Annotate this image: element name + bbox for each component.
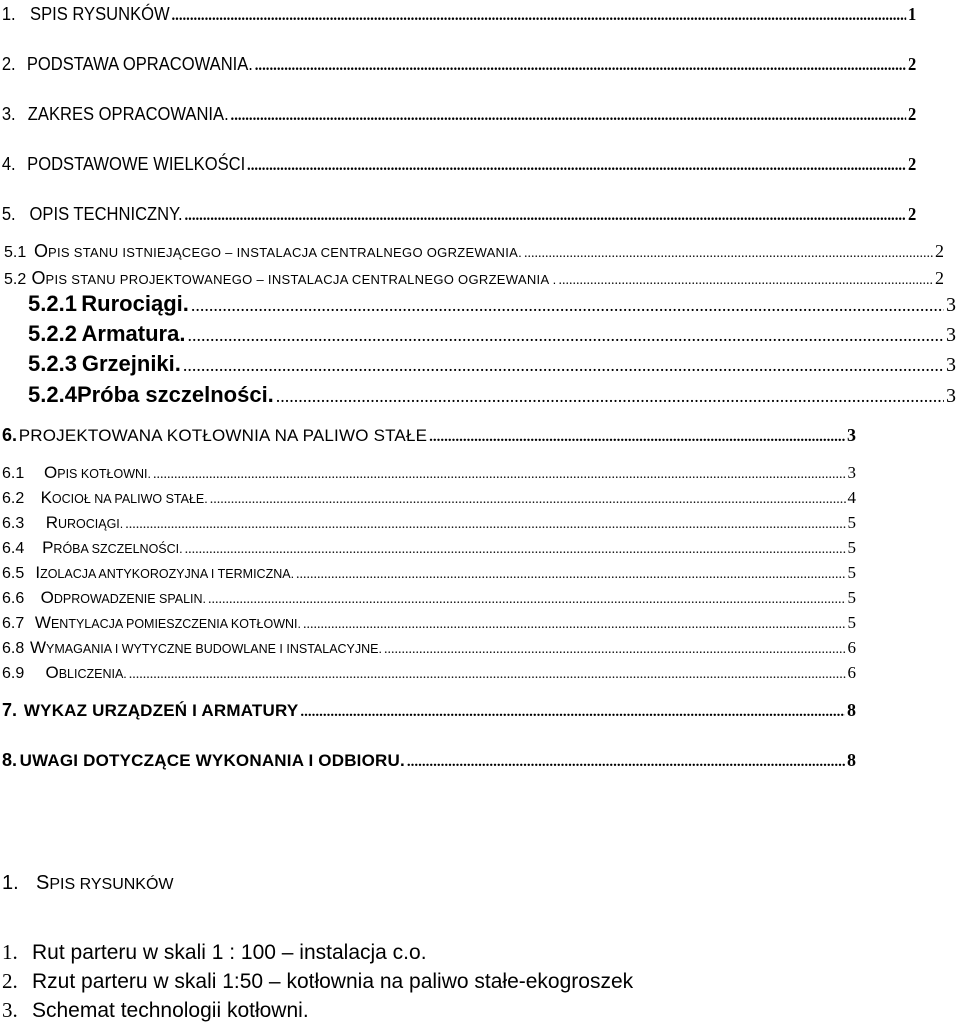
dot-leader: [185, 542, 846, 558]
toc-title: PRÓBA SZCZELNOŚCI.: [42, 538, 183, 557]
toc-page-number: 6: [847, 638, 856, 657]
toc-title: OPIS STANU PROJEKTOWANEGO – INSTALACJA CENTRALNEGO OGRZEWANIA .: [31, 268, 557, 288]
toc-entry-6-4[interactable]: [0, 538, 866, 558]
dot-leader: [384, 642, 846, 658]
toc-title: OPIS KOTŁOWNI.: [44, 463, 151, 482]
drawing-item-3: [2, 996, 633, 1025]
toc-number: 8.: [2, 750, 18, 770]
toc-page-number: 5: [847, 513, 856, 532]
dot-leader: [171, 7, 906, 25]
toc-number: 5.: [1, 204, 16, 224]
drawing-item-1: [2, 938, 633, 967]
toc-title: IZOLACJA ANTYKOROZYJNA I TERMICZNA.: [35, 563, 295, 582]
toc-number: 6.1: [2, 465, 25, 482]
toc-number: 5.2.4: [28, 382, 77, 407]
dot-leader: [231, 107, 907, 125]
toc-page-number: 2: [908, 54, 917, 74]
toc-page-number: 2: [908, 154, 917, 174]
toc-entry-5-2-1[interactable]: [0, 291, 960, 317]
toc-number: 3.: [1, 104, 16, 124]
drawing-number: 3.: [2, 998, 18, 1022]
toc-number: 6.6: [2, 590, 25, 607]
drawings-heading: [2, 872, 174, 895]
drawing-number: 1.: [2, 940, 18, 964]
toc-title: PODSTAWOWE WIELKOŚCI: [27, 154, 246, 174]
dot-leader: [300, 704, 845, 721]
toc-page-number: 2: [908, 104, 917, 124]
toc-page-number: 3: [946, 324, 956, 346]
toc-page-number: 5: [847, 538, 856, 557]
toc-page-number: 8: [847, 750, 856, 770]
toc-entry-3[interactable]: [0, 104, 926, 125]
toc-entry-6-1[interactable]: [0, 463, 866, 483]
toc-title: Armatura.: [81, 321, 186, 346]
toc-number: 6.8: [2, 640, 25, 657]
toc-page-number: 1: [908, 4, 917, 24]
toc-title: Próba szczelności.: [76, 382, 274, 407]
toc-number: 6.9: [2, 665, 25, 682]
toc-number: 5.2: [4, 271, 27, 288]
toc-title: SPIS RYSUNKÓW: [30, 4, 170, 24]
toc-title: ZAKRES OPRACOWANIA.: [27, 104, 229, 124]
toc-page-number: 2: [935, 241, 944, 261]
toc-number: 6.5: [2, 565, 25, 582]
toc-entry-8[interactable]: [0, 750, 866, 771]
toc-title: Grzejniki.: [81, 351, 181, 376]
dot-leader: [559, 273, 933, 289]
toc-number: 5.2.2: [28, 321, 77, 346]
dot-leader: [183, 355, 944, 376]
drawing-text: Rzut parteru w skali 1:50 – kotłownia na paliwo stałe-ekogroszek: [32, 970, 634, 993]
toc-title: UWAGI DOTYCZĄCE WYKONANIA I ODBIORU.: [19, 751, 405, 770]
drawings-list: [2, 938, 633, 1025]
toc-entry-5-2-4[interactable]: [0, 382, 960, 408]
toc-page-number: 3: [946, 294, 956, 316]
toc-number: 5.1: [4, 244, 27, 261]
dot-leader: [255, 57, 906, 75]
toc-page-number: 3: [847, 463, 856, 482]
toc-entry-4[interactable]: [0, 154, 926, 175]
toc-number: 6.: [2, 425, 18, 445]
dot-leader: [153, 467, 846, 483]
toc-title: PROJEKTOWANA KOTŁOWNIA NA PALIWO STAŁE: [18, 426, 428, 445]
toc-entry-6-7[interactable]: [0, 613, 866, 633]
toc-page-number: 2: [908, 204, 917, 224]
dot-leader: [129, 667, 846, 683]
toc-title: WYMAGANIA I WYTYCZNE BUDOWLANE I INSTALACYJNE.: [30, 638, 382, 657]
toc-number: 6.2: [2, 490, 25, 507]
toc-entry-6-3[interactable]: [0, 513, 866, 533]
toc-entry-6-6[interactable]: [0, 588, 866, 608]
toc-title: WYKAZ URZĄDZEŃ I ARMATURY: [23, 701, 299, 720]
toc-title: WENTYLACJA POMIESZCZENIA KOTŁOWNI.: [34, 613, 301, 632]
toc-number: 5.2.3: [28, 351, 77, 376]
toc-entry-2[interactable]: [0, 54, 926, 75]
toc-number: 1.: [1, 4, 16, 24]
toc-entry-6-8[interactable]: [0, 638, 866, 658]
toc-number: 5.2.1: [28, 291, 77, 316]
dot-leader: [187, 325, 944, 346]
toc-title: RUROCIĄGI.: [45, 513, 124, 532]
toc-title: KOCIOŁ NA PALIWO STAŁE.: [40, 488, 208, 507]
toc-page-number: 5: [847, 613, 856, 632]
dot-leader: [407, 754, 845, 771]
drawing-text: Rut parteru w skali 1 : 100 – instalacja c.o.: [32, 941, 427, 964]
drawing-item-2: [2, 967, 633, 996]
toc-entry-5-2-3[interactable]: [0, 351, 960, 377]
toc-number: 6.3: [2, 515, 25, 532]
drawing-number: 2.: [2, 969, 18, 993]
toc-entry-6[interactable]: [0, 425, 866, 446]
toc-page-number: 2: [935, 268, 944, 288]
toc-entry-5[interactable]: [0, 204, 926, 225]
toc-page-number: 5: [847, 588, 856, 607]
drawings-heading-first: S: [36, 872, 50, 894]
toc-entry-6-9[interactable]: [0, 663, 866, 683]
toc-title: ODPROWADZENIE SPALIN.: [40, 588, 207, 607]
toc-entry-6-5[interactable]: [0, 563, 866, 583]
dot-leader: [429, 429, 845, 446]
toc-number: 2.: [1, 54, 16, 74]
toc-title: OPIS TECHNICZNY.: [29, 204, 183, 224]
toc-page-number: 8: [847, 700, 856, 720]
dot-leader: [208, 592, 845, 608]
dot-leader: [210, 492, 846, 508]
toc-number: 6.4: [2, 540, 25, 557]
dot-leader: [303, 617, 846, 633]
dot-leader: [524, 246, 933, 262]
toc-number: 7.: [2, 700, 18, 720]
toc-number: 6.7: [2, 615, 25, 632]
toc-page-number: 3: [946, 385, 956, 407]
toc-page-number: 6: [847, 663, 856, 682]
drawings-heading-number: 1.: [2, 872, 19, 894]
toc-title: Rurociągi.: [81, 291, 189, 316]
toc-page-number: 5: [847, 563, 856, 582]
dot-leader: [296, 567, 845, 583]
toc-entry-5-2[interactable]: [0, 268, 960, 289]
toc-page-number: 4: [847, 488, 856, 507]
toc-title: PODSTAWA OPRACOWANIA.: [26, 54, 253, 74]
toc-entry-1[interactable]: [0, 4, 926, 25]
toc-entry-6-2[interactable]: [0, 488, 866, 508]
toc-page-number: 3: [946, 354, 956, 376]
toc-page-number: 3: [847, 425, 856, 445]
dot-leader: [191, 295, 944, 316]
toc-entry-5-1[interactable]: [0, 241, 960, 262]
toc-number: 4.: [1, 154, 16, 174]
drawing-text: Schemat technologii kotłowni.: [32, 999, 309, 1022]
drawings-heading-rest: PIS RYSUNKÓW: [49, 876, 174, 893]
toc-entry-5-2-2[interactable]: [0, 321, 960, 347]
toc-title: OPIS STANU ISTNIEJĄCEGO – INSTALACJA CENTRALNEGO OGRZEWANIA.: [34, 241, 523, 261]
toc-entry-7[interactable]: [0, 700, 866, 721]
dot-leader: [247, 157, 906, 175]
dot-leader: [276, 386, 944, 407]
dot-leader: [125, 517, 845, 533]
toc-title: OBLICZENIA.: [45, 663, 127, 682]
dot-leader: [184, 207, 906, 225]
